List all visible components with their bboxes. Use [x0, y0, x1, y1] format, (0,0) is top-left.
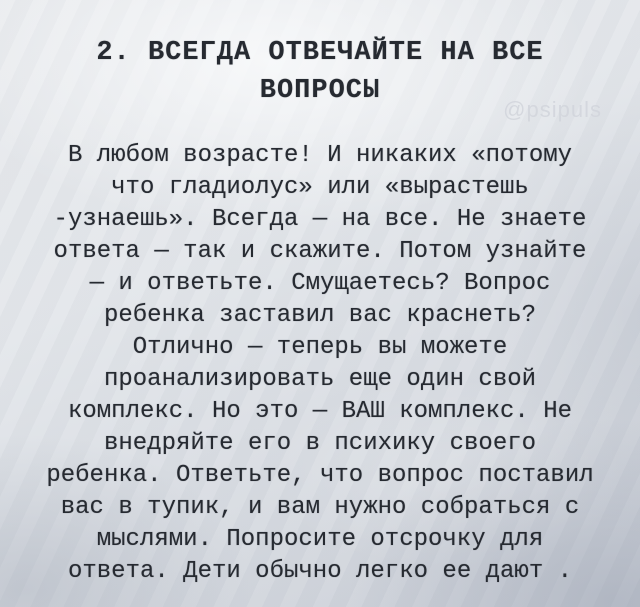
text-line: мыслями. Попросите отсрочку для	[96, 526, 544, 553]
title-line: ВОПРОСЫ	[259, 76, 381, 106]
text-line: ребенка. Ответьте, что вопрос поставил	[46, 462, 594, 489]
text-line: В любом возрасте! И никаких «потому	[67, 142, 573, 169]
text-line: -узнаешь». Всегда — на все. Не знаете	[53, 206, 587, 233]
text-line: что гладиолус» или «вырастешь	[111, 174, 529, 201]
text-line: вас в тупик, и вам нужно собраться с	[60, 494, 580, 521]
title-line: 2. ВСЕГДА ОТВЕЧАЙТЕ НА ВСЕ	[96, 38, 544, 68]
text-line: комплекс. Но это — ВАШ комплекс. Не	[67, 398, 573, 425]
text-line: ответа — так и скажите. Потом узнайте	[53, 238, 587, 265]
watermark-handle: @psipuls	[503, 97, 602, 122]
page-title	[0, 34, 640, 110]
text-line: ответа. Дети обычно легко ее дают .	[67, 558, 573, 585]
text-line: внедряйте его в психику своего	[103, 430, 537, 457]
text-line: Отлично — теперь вы можете	[132, 334, 508, 361]
text-line: — и ответьте. Смущаетесь? Вопрос	[89, 270, 551, 297]
text-line: проанализировать еще один свой	[103, 366, 537, 393]
body-text	[0, 140, 640, 588]
text-line: ребенка заставил вас краснеть?	[103, 302, 537, 329]
